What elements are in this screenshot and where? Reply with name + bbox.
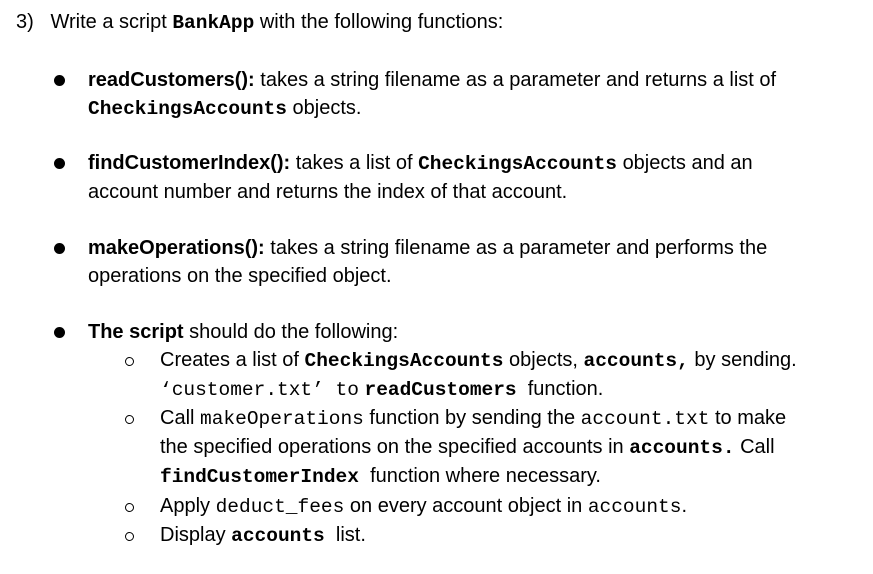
item-text: Creates a list of — [160, 349, 299, 371]
item-text: Call — [160, 407, 195, 429]
code-accounts: accounts — [231, 525, 325, 547]
script-item-1-line1 — [160, 348, 797, 373]
item-text: on every account object in — [349, 495, 583, 517]
item-text: by sending. — [694, 349, 797, 371]
circle-bullet-icon — [125, 415, 134, 424]
bullet-icon — [54, 75, 65, 86]
script-item-4-line1 — [160, 523, 366, 548]
function-description: takes a string filename as a parameter and performs the — [270, 237, 768, 259]
code-makeoperations: makeOperations — [200, 408, 364, 430]
circle-bullet-icon — [125, 532, 134, 541]
item-text: objects, — [509, 349, 578, 371]
script-name: BankApp — [172, 12, 255, 34]
function-makeoperations-line2 — [88, 264, 392, 288]
function-readcustomers-line2 — [88, 96, 361, 121]
function-findcustomerindex-line1 — [88, 151, 753, 176]
intro-text: Write a script — [50, 11, 167, 33]
function-description: objects. — [292, 97, 362, 119]
question-number: 3) — [16, 11, 34, 33]
script-section-title — [88, 320, 398, 344]
item-text: function by sending the — [369, 407, 576, 429]
function-description: account number and returns the index of that account. — [88, 181, 568, 203]
function-readcustomers-line1 — [88, 68, 776, 92]
bullet-icon — [54, 158, 65, 169]
item-text: Apply — [160, 495, 211, 517]
code-accounts: accounts. — [629, 437, 735, 459]
code-checkingsaccounts: CheckingsAccounts — [304, 350, 504, 372]
code-accounts: accounts — [587, 496, 682, 518]
code-readcustomers: readCustomers — [364, 379, 517, 401]
code-deduct-fees: deduct_fees — [215, 496, 345, 518]
code-checkingsaccounts: CheckingsAccounts — [88, 98, 287, 120]
question-header — [16, 10, 503, 35]
bullet-icon — [54, 327, 65, 338]
function-findcustomerindex-line2 — [88, 180, 567, 204]
script-item-2-line2 — [160, 435, 775, 460]
script-title-rest: should do the following: — [189, 321, 399, 343]
bullet-icon — [54, 243, 65, 254]
item-text: Display — [160, 524, 226, 546]
circle-bullet-icon — [125, 357, 134, 366]
function-description: operations on the specified object. — [88, 265, 392, 287]
function-description: objects and an — [622, 152, 753, 174]
code-accounts: accounts, — [583, 350, 689, 372]
intro-text-after: with the following functions: — [259, 11, 504, 33]
code-checkingsaccounts: CheckingsAccounts — [418, 153, 617, 175]
script-item-3-line1 — [160, 494, 687, 519]
function-name: makeOperations(): — [88, 237, 265, 259]
script-item-1-line2 — [160, 377, 603, 402]
function-description: takes a list of — [295, 152, 413, 174]
function-description: takes a string filename as a parameter and returns a list of — [260, 69, 777, 91]
item-text: list. — [335, 524, 366, 546]
item-text: the specified operations on the specified accounts in — [160, 436, 624, 458]
function-name: readCustomers(): — [88, 69, 255, 91]
function-name: findCustomerIndex(): — [88, 152, 291, 174]
code-account-txt: account.txt — [580, 408, 710, 430]
item-text: Call — [740, 436, 775, 458]
item-text: to make — [714, 407, 787, 429]
script-title-bold: The script — [88, 321, 184, 343]
item-text: function. — [527, 378, 604, 400]
item-text: function where necessary. — [370, 465, 601, 487]
item-text: . — [681, 495, 688, 517]
circle-bullet-icon — [125, 503, 134, 512]
script-item-2-line3 — [160, 464, 601, 489]
function-makeoperations-line1 — [88, 236, 767, 260]
script-item-2-line1 — [160, 406, 786, 431]
code-findcustomerindex: findCustomerIndex — [160, 466, 359, 488]
code-customer-txt: ‘customer.txt’ to — [160, 379, 359, 401]
